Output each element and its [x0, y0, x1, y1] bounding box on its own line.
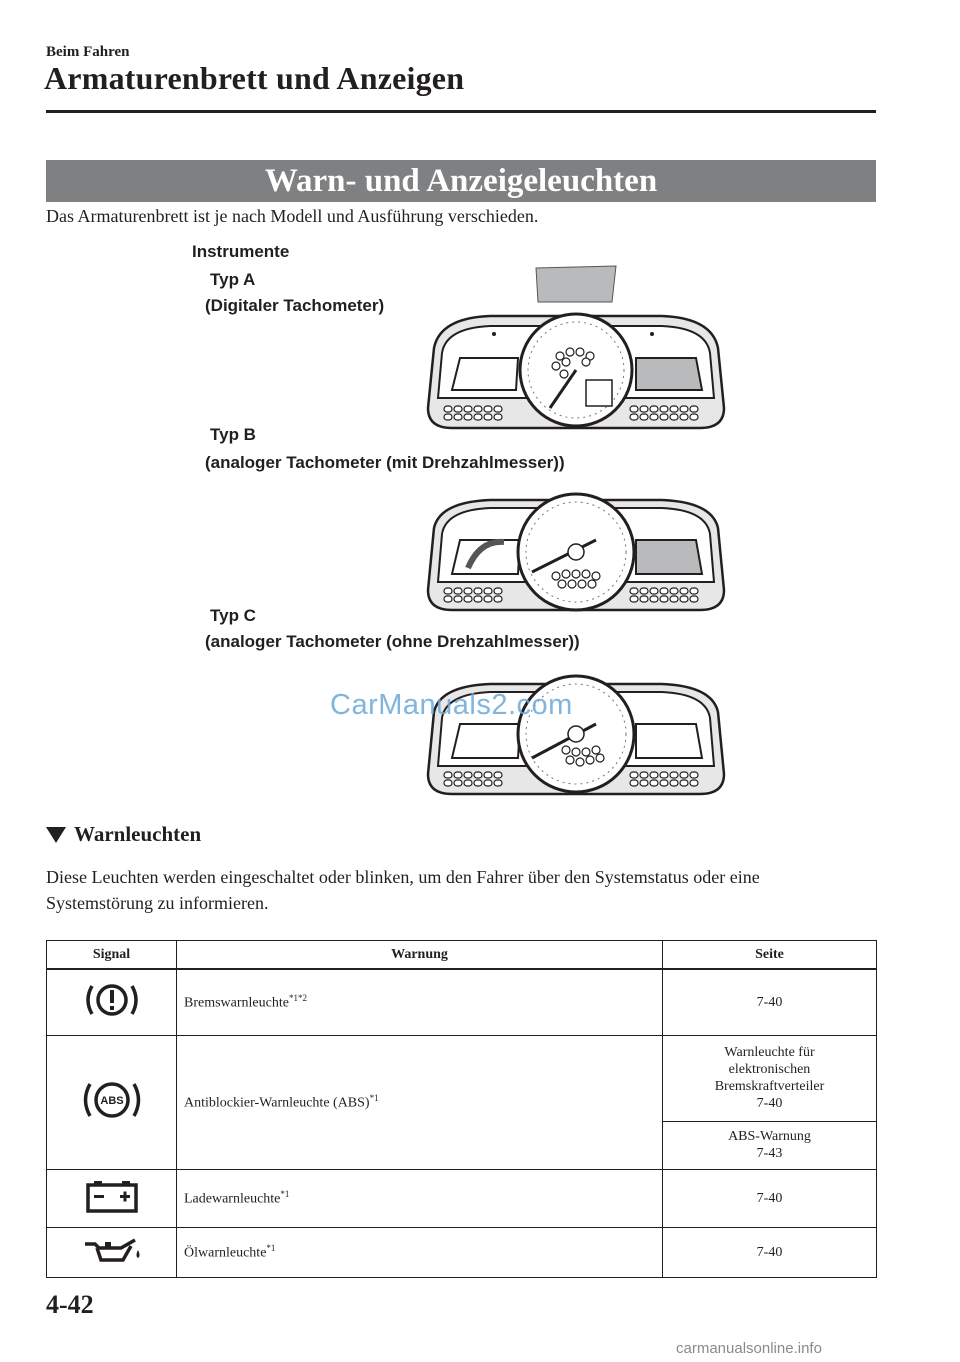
type-b-desc: (analoger Tachometer (mit Drehzahlmesser))	[205, 453, 565, 472]
footer-watermark: carmanualsonline.info	[676, 1340, 822, 1357]
page-text: 7-43	[756, 1146, 783, 1161]
triangle-marker-icon	[46, 827, 66, 843]
warning-name-cell	[177, 1227, 663, 1277]
page-text: 7-40	[756, 1096, 783, 1111]
page-text: Bremskraftverteiler	[714, 1079, 825, 1094]
footnote-mark: *1*2	[288, 992, 307, 1003]
table-row	[47, 1035, 877, 1121]
chapter-label: Beim Fahren	[46, 44, 130, 60]
type-c-desc: (analoger Tachometer (ohne Drehzahlmesser))	[205, 632, 580, 651]
warning-name-cell	[177, 1035, 663, 1169]
signal-cell	[47, 1227, 177, 1277]
section-heading	[46, 822, 201, 847]
cluster-type-c-illustration	[420, 660, 732, 802]
warning-name-cell	[177, 969, 663, 1035]
table-header-row	[47, 941, 877, 970]
watermark-text: CarManuals2.com	[330, 689, 573, 721]
footnote-mark: *1	[369, 1092, 379, 1103]
section-heading-text: Warnleuchten	[74, 822, 202, 846]
page-text: ABS-Warnung	[728, 1129, 811, 1144]
table-row	[47, 1169, 877, 1227]
figure-heading: Instrumente	[192, 242, 290, 261]
warning-name: Ladewarnleuchte	[184, 1191, 281, 1207]
type-b-label: Typ B	[210, 425, 256, 444]
abs-warning-icon	[79, 1076, 145, 1124]
page-cell	[663, 1035, 877, 1121]
warning-lights-table	[46, 940, 877, 1278]
page-number: 4-42	[46, 1290, 94, 1319]
signal-cell	[47, 1035, 177, 1169]
page-cell: 7-40	[663, 969, 877, 1035]
svg-text:ABS: ABS	[99, 1094, 124, 1107]
header-signal: Signal	[47, 941, 177, 970]
page-text: Warnleuchte für	[724, 1045, 815, 1060]
cluster-type-a-illustration	[420, 258, 732, 438]
page-cell: 7-40	[663, 1169, 877, 1227]
table-row	[47, 969, 877, 1035]
page-text: elektronischen	[728, 1062, 811, 1077]
warning-name: Bremswarnleuchte	[184, 995, 289, 1011]
signal-cell	[47, 1169, 177, 1227]
oil-warning-icon	[81, 1236, 143, 1264]
header-page: Seite	[663, 941, 877, 970]
page-cell: 7-40	[663, 1227, 877, 1277]
cluster-type-b-illustration	[420, 478, 732, 618]
signal-cell	[47, 969, 177, 1035]
page-cell	[663, 1121, 877, 1169]
section-banner: Warn- und Anzeigeleuchten	[46, 160, 876, 202]
title-rule	[46, 110, 876, 113]
section-body-text: Diese Leuchten werden eingeschaltet oder blinken, um den Fahrer über den Systemstatus oder eine Systemstörung zu informieren.	[46, 867, 760, 913]
type-a-desc: (Digitaler Tachometer)	[205, 296, 385, 315]
type-a-label: Typ A	[210, 270, 256, 289]
warning-name: Antiblockier-Warnleuchte (ABS)	[184, 1095, 370, 1111]
footnote-mark: *1	[266, 1242, 276, 1253]
brake-warning-icon	[82, 978, 142, 1022]
type-c-label: Typ C	[210, 606, 256, 625]
intro-text: Das Armaturenbrett ist je nach Modell und Ausführung verschieden.	[46, 206, 539, 226]
warning-name: Ölwarnleuchte	[184, 1245, 267, 1261]
warning-name-cell	[177, 1169, 663, 1227]
page-title: Armaturenbrett und Anzeigen	[44, 60, 465, 96]
footnote-mark: *1	[280, 1188, 290, 1199]
table-row	[47, 1227, 877, 1277]
header-warning: Warnung	[177, 941, 663, 970]
battery-charge-icon	[84, 1179, 140, 1213]
